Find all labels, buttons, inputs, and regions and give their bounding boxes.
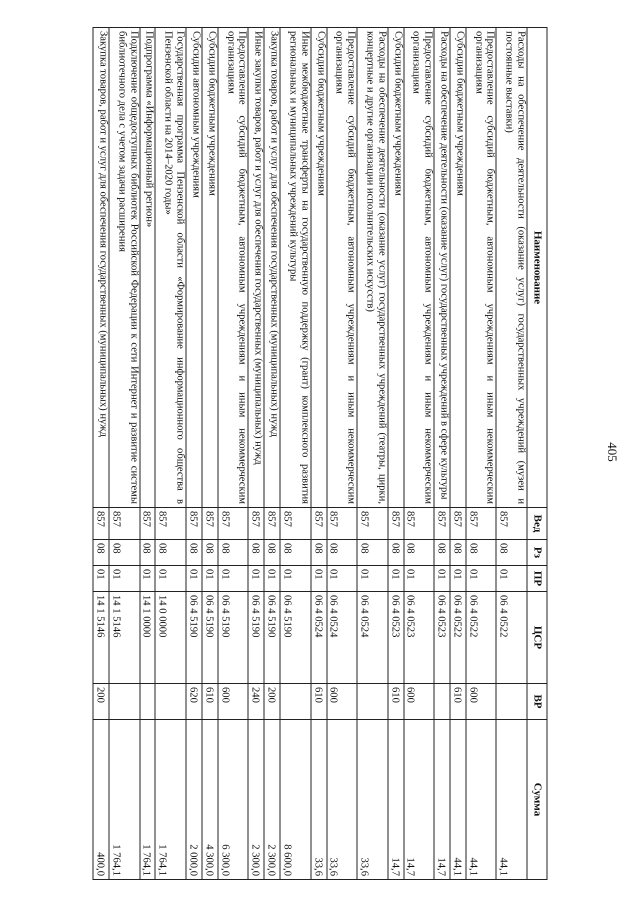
cell-sum: 2 000,0 <box>186 720 202 880</box>
header-ved: Вед <box>527 508 547 540</box>
cell-ved: 857 <box>311 508 327 540</box>
cell-sum: 8 600,0 <box>280 720 311 880</box>
cell-name: Государственная программа Пензенской области «Формирование информационного общества в Пензенской области на 2014–2020 годы» <box>156 28 187 508</box>
cell-rz: 08 <box>140 540 156 566</box>
cell-name: Субсидии бюджетным учреждениям <box>388 28 404 508</box>
cell-csr: 06 4 0522 <box>496 592 527 684</box>
table-row <box>93 28 109 880</box>
header-csr: ЦСР <box>527 592 547 684</box>
cell-pr: 01 <box>140 566 156 592</box>
cell-ved: 857 <box>496 508 527 540</box>
cell-sum: 44,1 <box>466 720 497 880</box>
budget-table <box>93 27 548 880</box>
cell-ved: 857 <box>202 508 218 540</box>
cell-rz: 08 <box>248 540 264 566</box>
cell-ved: 857 <box>93 508 109 540</box>
cell-rz: 08 <box>311 540 327 566</box>
cell-vr: 200 <box>93 684 109 720</box>
cell-ved: 857 <box>109 508 140 540</box>
cell-ved: 857 <box>264 508 280 540</box>
cell-vr: 610 <box>202 684 218 720</box>
page-number: 405 <box>605 442 620 462</box>
cell-name: Предоставление субсидий бюджетным, автономным учреждениям и иным некоммерческим организациям <box>404 28 435 508</box>
cell-sum: 44,1 <box>496 720 527 880</box>
header-name: Наименование <box>527 28 547 508</box>
cell-rz: 08 <box>93 540 109 566</box>
cell-name: Подпрограмма «Информационный регион» <box>140 28 156 508</box>
cell-rz: 08 <box>280 540 311 566</box>
cell-vr <box>140 684 156 720</box>
cell-name: Расходы на обеспечение деятельности (оказание услуг) государственных учреждений (театры, цирки, концертные и другие организации исполнительских искусств) <box>357 28 388 508</box>
header-rz: Рз <box>527 540 547 566</box>
cell-ved: 857 <box>388 508 404 540</box>
cell-rz: 08 <box>434 540 450 566</box>
cell-csr: 06 4 5190 <box>186 592 202 684</box>
cell-csr: 06 4 0522 <box>466 592 497 684</box>
cell-sum: 1 764,1 <box>140 720 156 880</box>
cell-vr: 610 <box>311 684 327 720</box>
table-row <box>404 28 435 880</box>
cell-pr: 01 <box>434 566 450 592</box>
cell-vr: 610 <box>388 684 404 720</box>
cell-ved: 857 <box>357 508 388 540</box>
cell-name: Субсидии автономным учреждениям <box>186 28 202 508</box>
cell-csr: 14 1 0000 <box>140 592 156 684</box>
table-row <box>450 28 466 880</box>
cell-rz: 08 <box>388 540 404 566</box>
cell-rz: 08 <box>109 540 140 566</box>
table-row <box>218 28 249 880</box>
cell-csr: 14 0 0000 <box>156 592 187 684</box>
cell-csr: 06 4 0523 <box>388 592 404 684</box>
cell-csr: 06 4 0522 <box>450 592 466 684</box>
cell-csr: 06 4 5190 <box>264 592 280 684</box>
cell-pr: 01 <box>202 566 218 592</box>
cell-csr: 06 4 5190 <box>202 592 218 684</box>
cell-pr: 01 <box>496 566 527 592</box>
cell-pr: 01 <box>248 566 264 592</box>
cell-name: Закупка товаров, работ и услуг для обеспечения государственных (муниципальных) нужд <box>264 28 280 508</box>
cell-sum: 33,6 <box>357 720 388 880</box>
table-row <box>140 28 156 880</box>
cell-rz: 08 <box>156 540 187 566</box>
table-row <box>109 28 140 880</box>
cell-csr: 14 1 5146 <box>109 592 140 684</box>
cell-pr: 01 <box>466 566 497 592</box>
cell-sum: 33,6 <box>311 720 327 880</box>
cell-pr: 01 <box>404 566 435 592</box>
cell-rz: 08 <box>218 540 249 566</box>
cell-sum: 33,6 <box>327 720 358 880</box>
cell-vr: 600 <box>404 684 435 720</box>
cell-vr <box>357 684 388 720</box>
cell-pr: 01 <box>218 566 249 592</box>
cell-ved: 857 <box>466 508 497 540</box>
cell-name: Подключение общедоступных библиотек Российской Федерации к сети Интернет и развитие системы библиотечного дела с учетом задачи расширения <box>109 28 140 508</box>
cell-ved: 857 <box>140 508 156 540</box>
table-row <box>311 28 327 880</box>
cell-sum: 2 300,0 <box>248 720 264 880</box>
cell-csr: 14 1 5146 <box>93 592 109 684</box>
table-row <box>248 28 264 880</box>
cell-pr: 01 <box>156 566 187 592</box>
cell-sum: 14,7 <box>404 720 435 880</box>
cell-sum: 1 764,1 <box>109 720 140 880</box>
table-row <box>280 28 311 880</box>
cell-csr: 06 4 0524 <box>357 592 388 684</box>
table-row <box>202 28 218 880</box>
cell-csr: 06 4 5190 <box>280 592 311 684</box>
cell-rz: 08 <box>450 540 466 566</box>
cell-ved: 857 <box>327 508 358 540</box>
cell-name: Предоставление субсидий бюджетным, автономным учреждениям и иным некоммерческим организациям <box>327 28 358 508</box>
cell-vr <box>280 684 311 720</box>
cell-ved: 857 <box>280 508 311 540</box>
cell-csr: 06 4 0523 <box>404 592 435 684</box>
table-row <box>327 28 358 880</box>
cell-vr <box>156 684 187 720</box>
cell-pr: 01 <box>357 566 388 592</box>
cell-rz: 08 <box>357 540 388 566</box>
cell-name: Закупка товаров, работ и услуг для обеспечения государственных (муниципальных) нужд <box>93 28 109 508</box>
cell-pr: 01 <box>327 566 358 592</box>
cell-csr: 06 4 5190 <box>248 592 264 684</box>
cell-vr <box>496 684 527 720</box>
cell-rz: 08 <box>264 540 280 566</box>
cell-vr <box>109 684 140 720</box>
cell-csr: 06 4 0524 <box>311 592 327 684</box>
cell-vr: 200 <box>264 684 280 720</box>
cell-ved: 857 <box>156 508 187 540</box>
cell-name: Предоставление субсидий бюджетным, автономным учреждениям и иным некоммерческим организациям <box>218 28 249 508</box>
cell-sum: 2 300,0 <box>264 720 280 880</box>
cell-vr <box>434 684 450 720</box>
cell-name: Расходы на обеспечение деятельности (оказание услуг) государственных учреждений в сфере культуры <box>434 28 450 508</box>
cell-name: Предоставление субсидий бюджетным, автономным учреждениям и иным некоммерческим организациям <box>466 28 497 508</box>
table-header-row <box>527 28 547 880</box>
cell-name: Иные межбюджетные трансферты на государственную поддержку (грант) комплексного развития региональных и муниципальных учреждений культуры <box>280 28 311 508</box>
cell-ved: 857 <box>434 508 450 540</box>
cell-pr: 01 <box>186 566 202 592</box>
cell-vr: 240 <box>248 684 264 720</box>
table-row <box>496 28 527 880</box>
cell-ved: 857 <box>248 508 264 540</box>
header-vr: ВР <box>527 684 547 720</box>
cell-name: Иные закупки товаров, работ и услуг для обеспечения государственных (муниципальных) нужд <box>248 28 264 508</box>
cell-vr: 600 <box>327 684 358 720</box>
cell-vr: 610 <box>450 684 466 720</box>
cell-name: Расходы на обеспечение деятельности (оказание услуг) государственных учреждений (музеи и постоянные выставки) <box>496 28 527 508</box>
cell-sum: 44,1 <box>450 720 466 880</box>
cell-rz: 08 <box>186 540 202 566</box>
cell-pr: 01 <box>311 566 327 592</box>
cell-sum: 14,7 <box>434 720 450 880</box>
table-row <box>186 28 202 880</box>
table-row <box>156 28 187 880</box>
cell-pr: 01 <box>109 566 140 592</box>
cell-sum: 6 300,0 <box>218 720 249 880</box>
cell-ved: 857 <box>404 508 435 540</box>
cell-rz: 08 <box>466 540 497 566</box>
cell-csr: 06 4 0524 <box>327 592 358 684</box>
budget-table-container <box>93 27 548 879</box>
table-row <box>264 28 280 880</box>
cell-csr: 06 4 5190 <box>218 592 249 684</box>
cell-sum: 14,7 <box>388 720 404 880</box>
table-row <box>466 28 497 880</box>
cell-rz: 08 <box>327 540 358 566</box>
cell-ved: 857 <box>218 508 249 540</box>
header-pr: ПР <box>527 566 547 592</box>
cell-csr: 06 4 0523 <box>434 592 450 684</box>
table-row <box>357 28 388 880</box>
cell-sum: 1 764,1 <box>156 720 187 880</box>
cell-pr: 01 <box>450 566 466 592</box>
cell-vr: 620 <box>186 684 202 720</box>
table-row <box>388 28 404 880</box>
table-row <box>434 28 450 880</box>
cell-rz: 08 <box>404 540 435 566</box>
cell-pr: 01 <box>93 566 109 592</box>
cell-pr: 01 <box>280 566 311 592</box>
cell-name: Субсидии бюджетным учреждениям <box>311 28 327 508</box>
cell-vr: 600 <box>466 684 497 720</box>
cell-name: Субсидии бюджетным учреждениям <box>202 28 218 508</box>
cell-ved: 857 <box>450 508 466 540</box>
cell-pr: 01 <box>264 566 280 592</box>
cell-vr: 600 <box>218 684 249 720</box>
cell-name: Субсидии бюджетным учреждениям <box>450 28 466 508</box>
cell-ved: 857 <box>186 508 202 540</box>
cell-rz: 08 <box>496 540 527 566</box>
cell-sum: 400,0 <box>93 720 109 880</box>
cell-sum: 4 300,0 <box>202 720 218 880</box>
cell-rz: 08 <box>202 540 218 566</box>
cell-pr: 01 <box>388 566 404 592</box>
header-sum: Сумма <box>527 720 547 880</box>
